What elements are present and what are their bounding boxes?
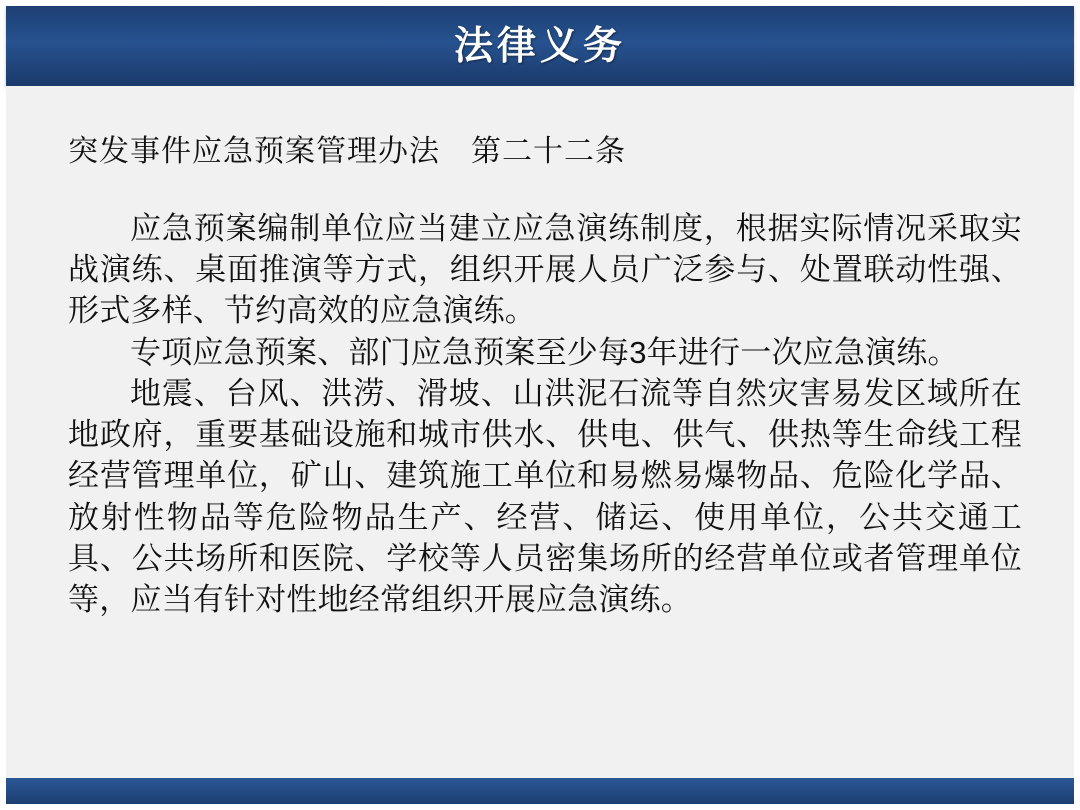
- page-title: 法律义务: [453, 24, 626, 68]
- slide-bottom-accent-bar: [6, 778, 1074, 804]
- body-paragraph-3: 地震、台风、洪涝、滑坡、山洪泥石流等自然灾害易发区域所在地政府，重要基础设施和城市供水、供电、供气、供热等生命线工程经营管理单位，矿山、建筑施工单位和易燃易爆物品、危险化学品、放射性物品等危险物品生产、经营、储运、使用单位，公共交通工具、公共场所和医院、学校等人员密集场所的经营单位或者管理单位等，应当有针对性地经常组织开展应急演练。: [68, 375, 1022, 617]
- slide-content: [6, 86, 1074, 778]
- regulation-heading: 突发事件应急预案管理办法 第二十二条: [68, 135, 626, 168]
- body-paragraph-1: 应急预案编制单位应当建立应急演练制度，根据实际情况采取实战演练、桌面推演等方式，组织开展人员广泛参与、处置联动性强、形式多样、节约高效的应急演练。: [68, 211, 1022, 329]
- slide-title-bar: [6, 6, 1074, 86]
- body-paragraph-2: 专项应急预案、部门应急预案至少每3年进行一次应急演练。: [130, 334, 959, 370]
